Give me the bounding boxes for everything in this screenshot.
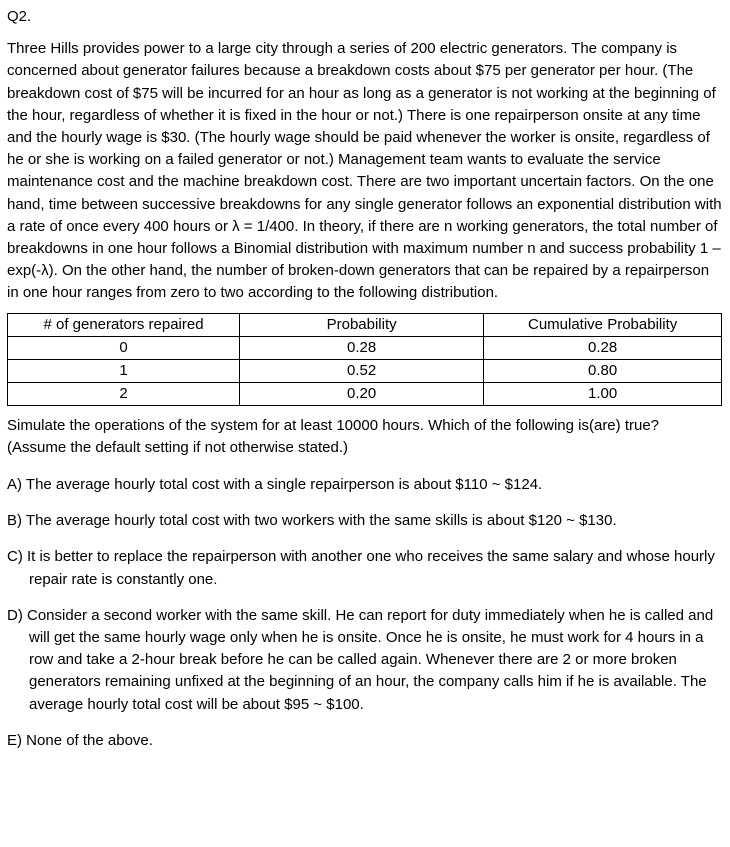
question-number: Q2.	[7, 8, 32, 25]
table-header-row	[8, 314, 722, 337]
question-prompt: Simulate the operations of the system for at least 10000 hours. Which of the following is(are) true? (Assume the default setting if not otherwise stated.)	[7, 416, 660, 456]
cell-probability: 0.28	[240, 337, 484, 360]
table-row	[8, 382, 722, 405]
option-text: The average hourly total cost with two workers with the same skills is about $120 ~ $130.	[25, 512, 617, 530]
cell-generators-repaired: 1	[8, 360, 240, 383]
table-row	[8, 360, 722, 383]
option-c	[7, 546, 722, 590]
intro-paragraph: Three Hills provides power to a large city through a series of 200 electric generators. The company is concerned about generator failures because a breakdown costs about $75 per generator per hour. (The breakdown cost of $75 will be incurred for an hour as long as a generator is not working at the beginning of the hour, regardless of whether it is fixed in the hour or not.) There is one repairperson onsite at any time and the hourly wage is $30. (The hourly wage should be paid whenever the worker is onsite, regardless of he or she is working on a failed generator or not.) Management team wants to evaluate the service maintenance cost and the machine breakdown cost. There are two important uncertain factors. On the one hand, time between successive breakdowns for any single generator follows an exponential distribution with a rate of once every 400 hours or λ = 1/400. In theory, if there are n working generators, the total number of breakdowns in one hour follows a Binomial distribution with maximum number n and success probability 1 – exp(-λ). On the other hand, the number of broken-down generators that can be repaired by a repairperson in one hour ranges from zero to two according to the following distribution.	[7, 40, 722, 302]
table-row	[8, 337, 722, 360]
column-header-probability: Probability	[240, 314, 484, 337]
option-b	[7, 510, 722, 532]
option-e	[7, 730, 722, 752]
column-header-cumulative-probability: Cumulative Probability	[484, 314, 722, 337]
option-a	[7, 474, 722, 496]
option-text: The average hourly total cost with a single repairperson is about $110 ~ $124.	[25, 476, 543, 493]
option-label: E)	[7, 731, 22, 749]
option-label: B)	[7, 512, 22, 530]
cell-cumulative-probability: 1.00	[484, 382, 722, 405]
answer-options	[7, 474, 722, 752]
cell-cumulative-probability: 0.28	[484, 337, 722, 360]
option-d	[7, 605, 722, 716]
cell-probability: 0.20	[240, 382, 484, 405]
cell-probability: 0.52	[240, 360, 484, 383]
column-header-generators-repaired: # of generators repaired	[8, 314, 240, 337]
cell-cumulative-probability: 0.80	[484, 360, 722, 383]
option-label: C)	[7, 548, 23, 566]
option-label: A)	[7, 476, 22, 493]
option-text: Consider a second worker with the same skill. He can report for duty immediately when he is called and will get the same hourly wage only when he is onsite. Once he is onsite, he must work for 4 hours in a row and take a 2-hour break before he can be called again. Whenever there are 2 or more broken generators remaining unfixed at the beginning of an hour, the company calls him if he is available. The average hourly total cost will be about $95 ~ $100.	[27, 606, 714, 713]
option-label: D)	[7, 606, 23, 624]
cell-generators-repaired: 2	[8, 382, 240, 405]
distribution-table	[7, 313, 722, 405]
cell-generators-repaired: 0	[8, 337, 240, 360]
option-text: It is better to replace the repairperson with another one who receives the same salary and whose hourly repair rate is constantly one.	[27, 548, 715, 588]
option-text: None of the above.	[26, 731, 153, 749]
